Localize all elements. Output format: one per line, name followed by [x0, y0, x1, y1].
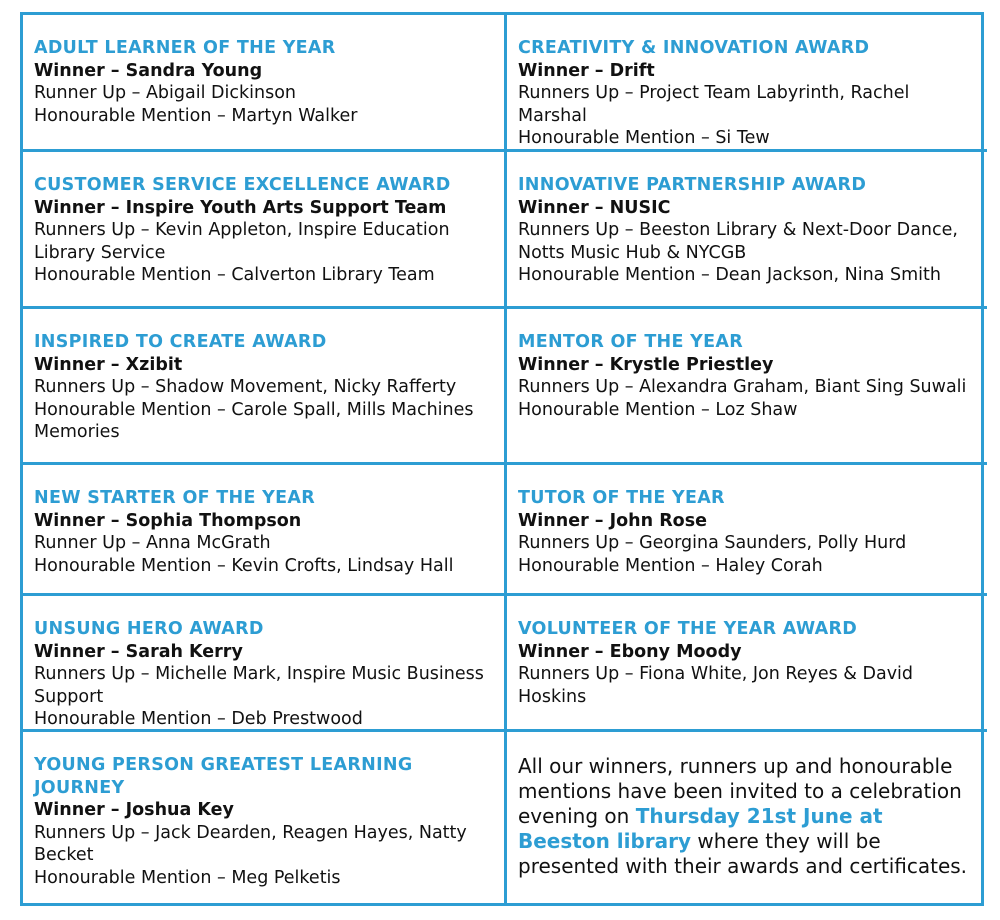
award-winner: Winner – Xzibit: [34, 354, 183, 375]
award-winner: Winner – Krystle Priestley: [518, 354, 774, 375]
award-title: MENTOR OF THE YEAR: [518, 332, 743, 352]
award-cell-tutor: [504, 462, 987, 593]
award-line: Runners Up – Beeston Library & Next-Door Dance, Notts Music Hub & NYCGB: [518, 220, 958, 263]
award-winner: Winner – Inspire Youth Arts Support Team: [34, 197, 447, 218]
award-line: Honourable Mention – Haley Corah: [518, 555, 823, 576]
award-winner: Winner – Drift: [518, 60, 655, 81]
award-title: INNOVATIVE PARTNERSHIP AWARD: [518, 175, 867, 195]
award-cell-innovative-partnership: [504, 149, 987, 306]
awards-table: [20, 12, 984, 906]
award-line: Honourable Mention – Meg Pelketis: [34, 867, 341, 888]
award-cell-volunteer: [504, 593, 987, 729]
award-line: Runners Up – Michelle Mark, Inspire Music Business Support: [34, 664, 484, 707]
award-line: Honourable Mention – Kevin Crofts, Lindsay Hall: [34, 555, 454, 576]
award-title: ADULT LEARNER OF THE YEAR: [34, 38, 336, 58]
award-winner: Winner – Joshua Key: [34, 800, 234, 820]
award-cell-unsung-hero: [23, 593, 504, 729]
award-title: YOUNG PERSON GREATEST LEARNING JOURNEY: [34, 755, 413, 798]
award-cell-mentor: [504, 306, 987, 462]
award-title: CREATIVITY & INNOVATION AWARD: [518, 38, 870, 58]
award-line: Honourable Mention – Dean Jackson, Nina Smith: [518, 265, 941, 285]
award-winner: Winner – NUSIC: [518, 197, 671, 218]
award-title: NEW STARTER OF THE YEAR: [34, 488, 315, 508]
award-title: CUSTOMER SERVICE EXCELLENCE AWARD: [34, 175, 451, 195]
award-winner: Winner – Sophia Thompson: [34, 510, 302, 531]
award-line: Runners Up – Shadow Movement, Nicky Rafferty: [34, 377, 457, 397]
award-line: Runners Up – Project Team Labyrinth, Rachel Marshal: [518, 83, 910, 126]
award-line: Runners Up – Fiona White, Jon Reyes & David Hoskins: [518, 664, 914, 707]
award-title: UNSUNG HERO AWARD: [34, 619, 264, 639]
closing-note-text: All our winners, runners up and honourable mentions have been invited to a celebration evening on: [518, 754, 962, 828]
award-winner: Winner – Ebony Moody: [518, 641, 742, 662]
award-cell-new-starter: [23, 462, 504, 593]
award-cell-customer-service: [23, 149, 504, 306]
award-line: Honourable Mention – Calverton Library Team: [34, 265, 435, 285]
award-line: Honourable Mention – Si Tew: [518, 128, 770, 148]
award-title: TUTOR OF THE YEAR: [518, 488, 725, 508]
closing-note: [504, 729, 987, 903]
award-line: Runners Up – Kevin Appleton, Inspire Education Library Service: [34, 220, 450, 263]
award-line: Honourable Mention – Loz Shaw: [518, 399, 798, 420]
award-line: Runners Up – Jack Dearden, Reagen Hayes, Natty Becket: [34, 822, 467, 865]
award-winner: Winner – John Rose: [518, 510, 707, 531]
award-cell-inspired-to-create: [23, 306, 504, 462]
award-line: Runners Up – Alexandra Graham, Biant Sing Suwali: [518, 377, 967, 397]
award-winner: Winner – Sarah Kerry: [34, 641, 243, 662]
award-line: Honourable Mention – Carole Spall, Mills Machines Memories: [34, 399, 474, 442]
award-title: INSPIRED TO CREATE AWARD: [34, 332, 327, 352]
award-line: Runner Up – Anna McGrath: [34, 533, 271, 553]
award-winner: Winner – Sandra Young: [34, 60, 263, 81]
closing-note-text-end: where they will be presented with their awards and certificates.: [518, 829, 968, 878]
award-cell-creativity: [504, 15, 987, 149]
award-cell-young-person: [23, 729, 504, 903]
event-date-highlight: Thursday 21st June at Beeston library: [518, 804, 883, 853]
award-line: Honourable Mention – Martyn Walker: [34, 105, 358, 126]
award-line: Runners Up – Georgina Saunders, Polly Hurd: [518, 533, 907, 553]
award-cell-adult-learner: [23, 15, 504, 149]
award-title: VOLUNTEER OF THE YEAR AWARD: [518, 619, 858, 639]
award-line: Honourable Mention – Deb Prestwood: [34, 709, 363, 729]
award-line: Runner Up – Abigail Dickinson: [34, 83, 296, 103]
